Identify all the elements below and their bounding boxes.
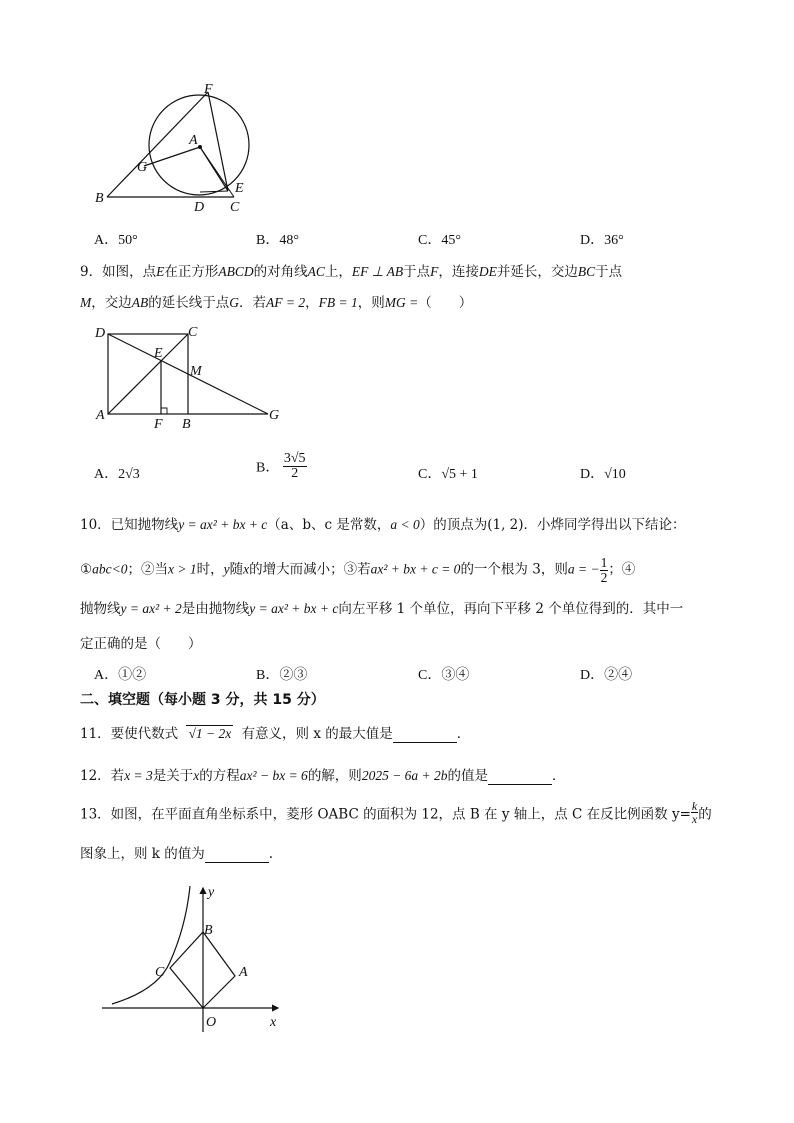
circle xyxy=(149,95,249,195)
q10-line1: 10．已知抛物线y = ax² + bx + c（a、b、c 是常数，a < 0）的顶点为(1, 2)．小烨同学得出以下结论： xyxy=(80,517,686,533)
q10-option-a: A．①② xyxy=(94,668,147,683)
label-C: C xyxy=(230,200,240,212)
q10-option-b: B．②③ xyxy=(256,668,308,683)
label-A: A xyxy=(96,408,105,423)
q10-line4: 定正确的是（ ） xyxy=(80,636,202,652)
q9-option-d: D．√10 xyxy=(580,467,626,482)
figure-coordinate-rhombus xyxy=(98,882,298,1034)
label-x: x xyxy=(270,1015,277,1030)
label-G: G xyxy=(269,408,280,423)
label-E: E xyxy=(154,346,163,361)
q8-option-a: A．50° xyxy=(94,233,138,248)
q11: 11．要使代数式 √1 − 2x 有意义，则 x 的最大值是 ． xyxy=(80,726,471,742)
label-y: y xyxy=(208,885,215,900)
label-F: F xyxy=(204,82,213,97)
label-B: B xyxy=(182,417,191,432)
q8-option-c: C．45° xyxy=(418,233,461,248)
q13-line2: 图象上，则 k 的值为 . xyxy=(80,846,274,862)
label-A: A xyxy=(189,133,198,148)
section-title: 二、填空题（每小题 3 分，共 15 分） xyxy=(80,692,325,708)
q12-answer-blank[interactable] xyxy=(488,768,552,785)
label-D: D xyxy=(194,200,205,212)
q10-line3: 抛物线y = ax² + 2是由抛物线y = ax² + bx + c向左平移 1 个单位，再向下平移 2 个单位得到的．其中一 xyxy=(80,601,684,617)
q9-line2: M，交边AB的延长线于点G．若AF = 2，FB = 1，则MG =（ ） xyxy=(80,295,473,311)
q13-answer-blank[interactable] xyxy=(205,846,269,863)
q9-line1: 9．如图，点E在正方形ABCD的对角线AC上，EF ⊥ AB于点F，连接DE并延长，交边BC于点 xyxy=(80,264,623,280)
q12: 12．若x = 3是关于x的方程ax² − bx = 6的解，则2025 − 6a + 2b的值是 ． xyxy=(80,768,566,784)
q10-option-c: C．③④ xyxy=(418,668,470,683)
label-C: C xyxy=(155,965,165,980)
q9-option-b: B． $\frac{3√5}{2}$ xyxy=(256,451,306,481)
q10-line2: ①abc<0；②当x > 1时，y随x的增大而减小；③若ax² + bx + c = 0的一个根为 3，则a = − $\frac{1}{2}$ ；④ xyxy=(80,555,636,585)
q13-line1: 13．如图，在平面直角坐标系中，菱形 OABC 的面积为 12，点 B 在 y 轴上，点 C 在反比例函数 y= $\frac{k}{x}$ 的 xyxy=(80,799,712,826)
figure-square xyxy=(90,322,290,432)
label-A: A xyxy=(239,965,248,980)
q8-option-b: B．48° xyxy=(256,233,299,248)
q10-option-d: D．②④ xyxy=(580,668,633,683)
hyperbola-curve xyxy=(112,886,190,1004)
q8-option-d: D．36° xyxy=(580,233,624,248)
figure-circle-triangle xyxy=(88,80,258,212)
label-M: M xyxy=(190,364,202,379)
right-angle-mark xyxy=(161,408,167,414)
label-D: D xyxy=(95,326,106,341)
line-ac xyxy=(200,147,234,197)
label-B: B xyxy=(95,191,104,206)
label-F: F xyxy=(154,417,163,432)
label-B: B xyxy=(204,923,213,938)
center-dot xyxy=(198,145,202,149)
label-C: C xyxy=(188,325,198,340)
label-G: G xyxy=(137,160,148,175)
q11-answer-blank[interactable] xyxy=(393,726,457,743)
line-de xyxy=(200,191,228,192)
label-E: E xyxy=(235,181,244,196)
q9-option-c: C．√5 + 1 xyxy=(418,467,478,482)
label-O: O xyxy=(206,1015,217,1030)
q9-option-a: A．2√3 xyxy=(94,467,140,482)
diagonal-ac xyxy=(108,334,188,414)
